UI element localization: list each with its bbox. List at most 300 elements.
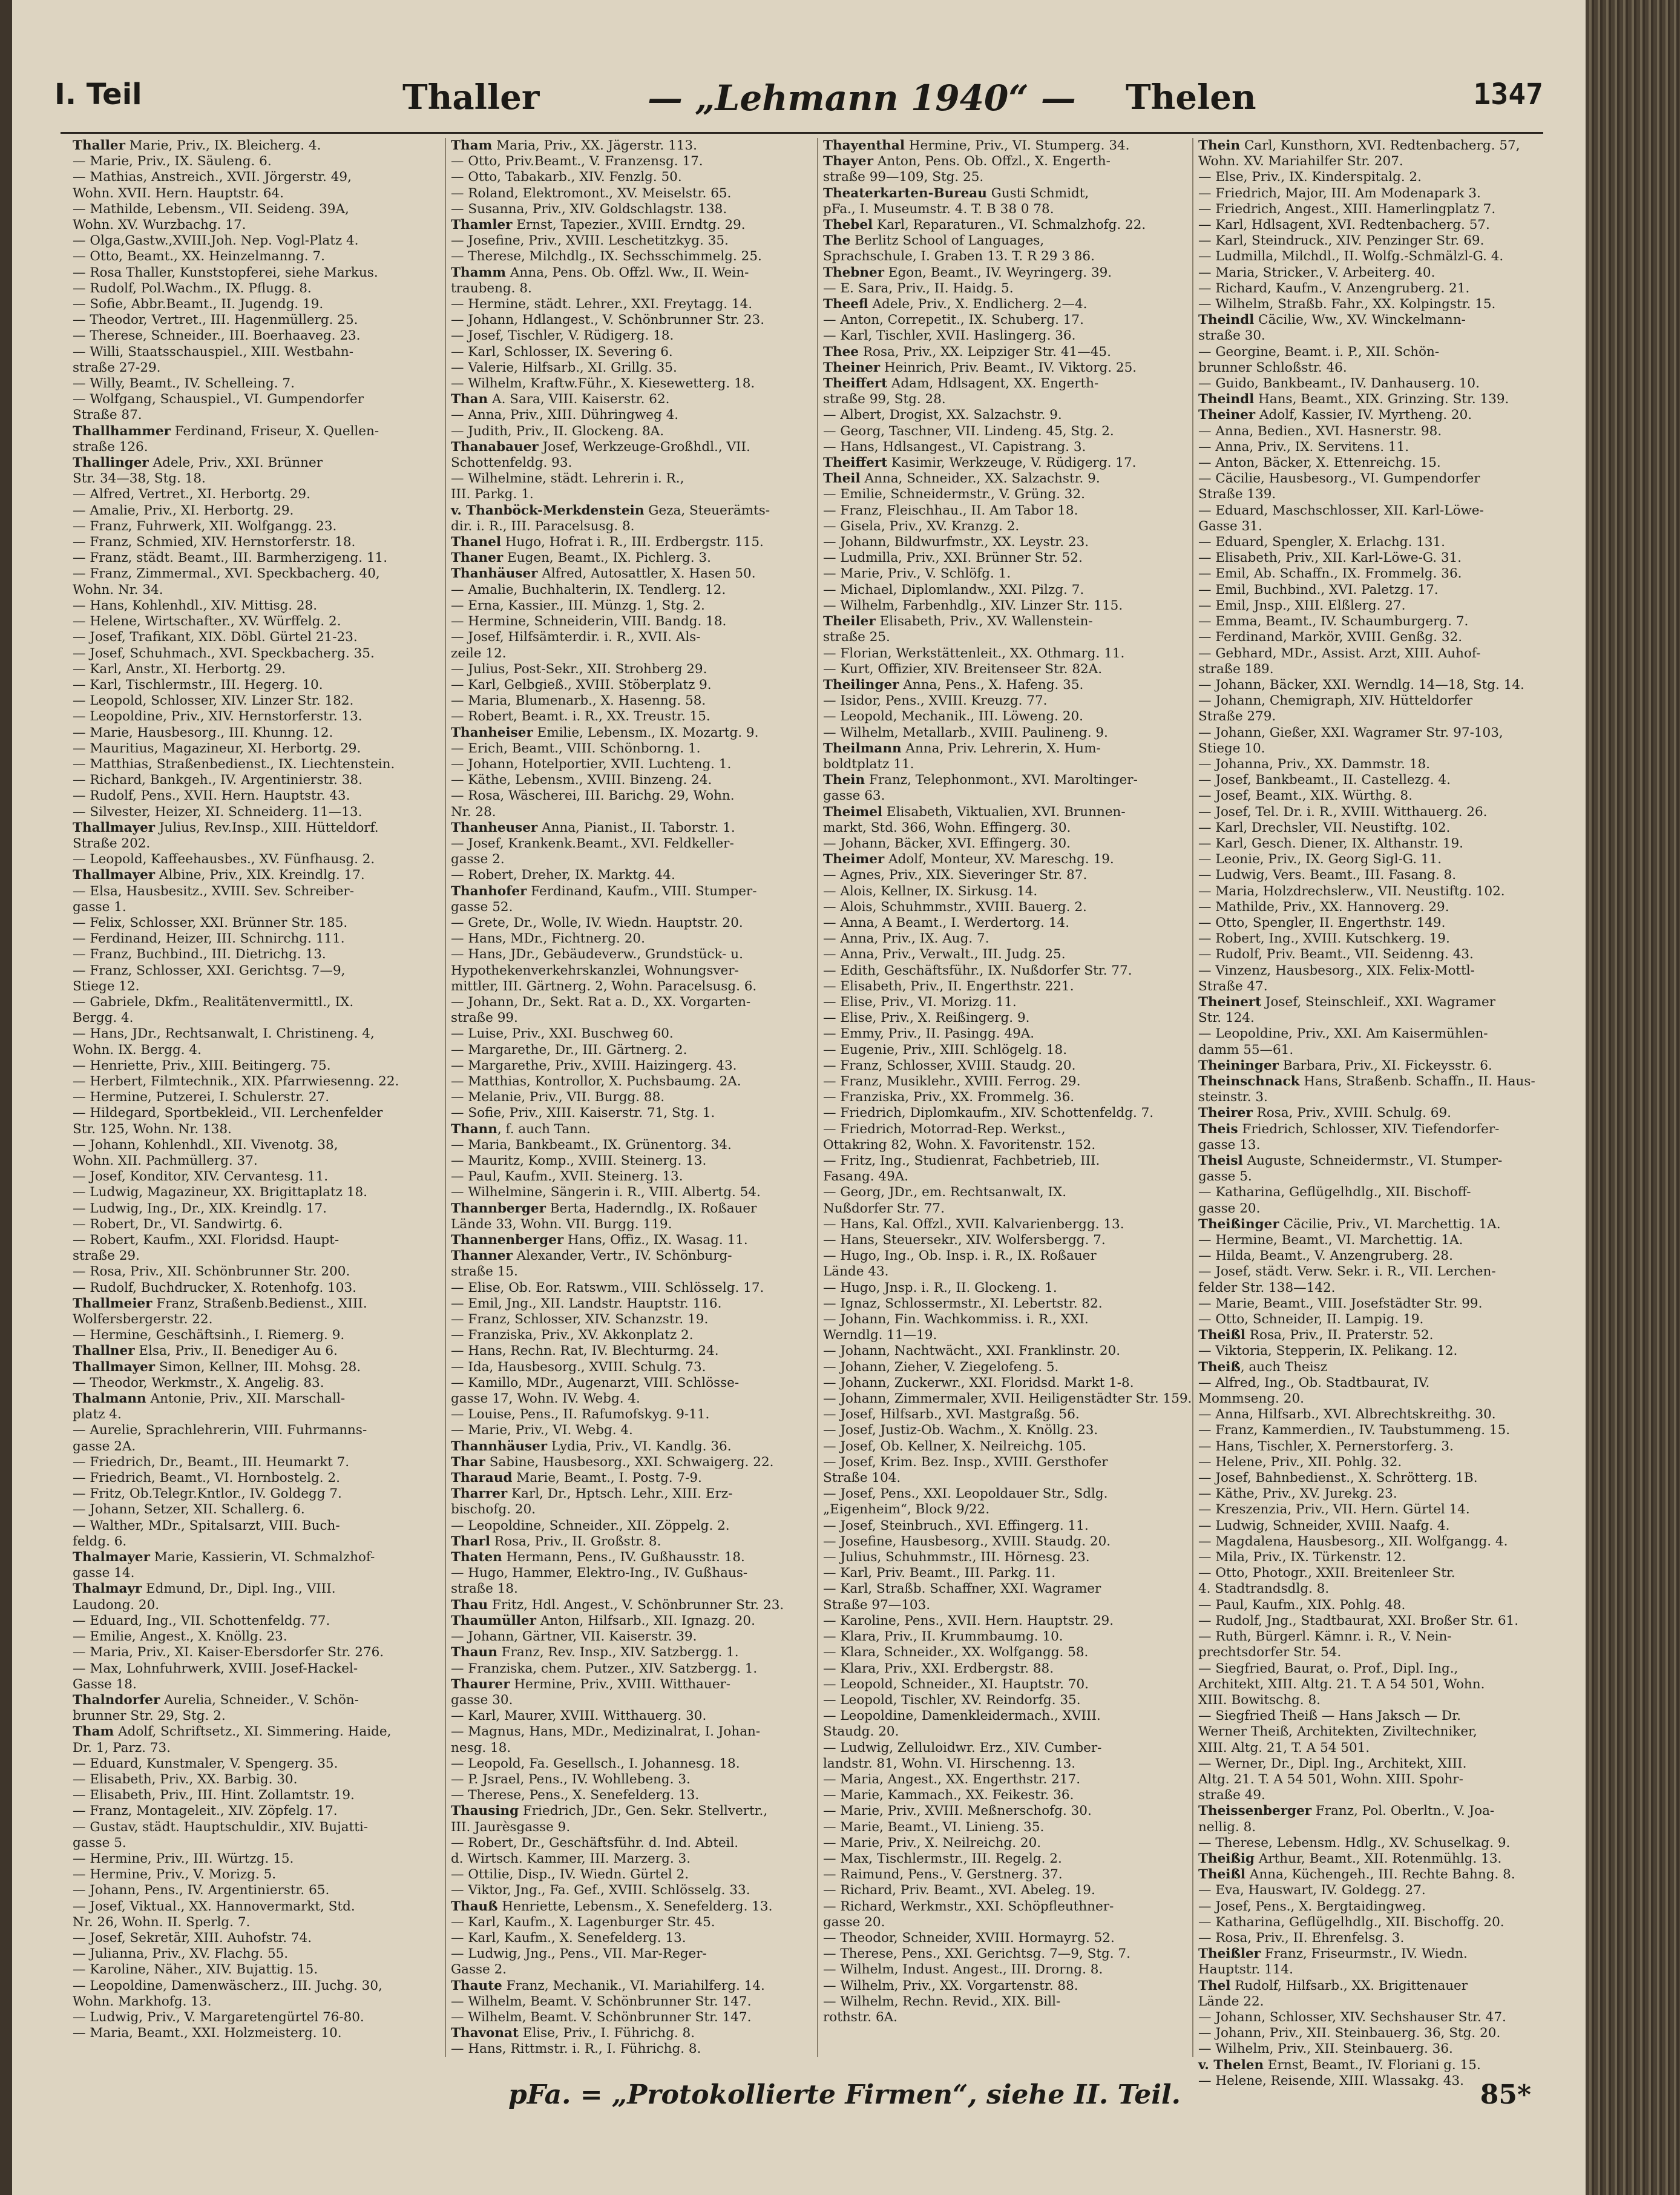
entry-column-4	[1198, 138, 1570, 2088]
directory-entry-line: — Josefine, Priv., XVIII. Leschetitzkyg. 35.	[451, 233, 729, 249]
directory-entry-line: — Leopold, Fa. Gesellsch., I. Johannesg. 18.	[451, 1756, 740, 1771]
directory-entry-line: Stiege 12.	[73, 978, 140, 994]
directory-entry-line: — Karl, Kaufm., X. Lagenburger Str. 45.	[451, 1914, 715, 1930]
directory-entry-line: — Therese, Pens., XXI. Gerichtsg. 7—9, Stg. 7.	[823, 1946, 1130, 1962]
directory-entry-line: Gasse 18.	[73, 1676, 137, 1692]
directory-entry-line: Theiler Elisabeth, Priv., XV. Wallenstein-	[823, 614, 1093, 630]
directory-entry-line: — Julianna, Priv., XV. Flachg. 55.	[73, 1946, 289, 1962]
directory-entry-line: Theiffert Kasimir, Werkzeuge, V. Rüdigerg. 17.	[823, 455, 1137, 471]
directory-entry-line: — Friedrich, Beamt., VI. Hornbostelg. 2.	[73, 1470, 340, 1486]
directory-entry-line: Theiner Adolf, Kassier, IV. Myrtheng. 20.	[1198, 407, 1472, 423]
directory-entry-line: straße 189.	[1198, 661, 1274, 677]
directory-entry-line: — Wolfgang, Schauspiel., VI. Gumpendorfer	[73, 392, 364, 407]
directory-entry-line: — Eduard, Spengler, X. Erlachg. 131.	[1198, 535, 1446, 550]
directory-entry-line: Thallinger Adele, Priv., XXI. Brünner	[73, 455, 323, 471]
directory-entry-line: — Ludwig, Jng., Pens., VII. Mar-Reger-	[451, 1946, 707, 1962]
directory-entry-line: — Rudolf, Buchdrucker, X. Rotenhofg. 103.	[73, 1280, 356, 1295]
directory-entry-line: — Mila, Priv., IX. Türkenstr. 12.	[1198, 1550, 1406, 1565]
directory-entry-line: straße 99, Stg. 28.	[823, 392, 946, 407]
directory-entry-line: — Melanie, Priv., VII. Burgg. 88.	[451, 1090, 665, 1105]
directory-entry-line: XIII. Bowitschg. 8.	[1198, 1692, 1321, 1708]
directory-entry-line: Thanheiser Emilie, Lebensm., IX. Mozartg. 9.	[451, 725, 759, 740]
directory-entry-line: — Johann, Zimmermaler, XVII. Heiligenstädter Str. 159.	[823, 1391, 1192, 1407]
directory-entry-line: — Karl, Straßb. Schaffner, XXI. Wagramer	[823, 1581, 1101, 1597]
directory-entry-line: gasse 30.	[451, 1692, 513, 1708]
directory-entry-line: — Rudolf, Pol.Wachm., IX. Pflugg. 8.	[73, 280, 312, 296]
directory-entry-line: Thanabauer Josef, Werkzeuge-Großhdl., VII.	[451, 439, 750, 455]
directory-entry-line: — Franz, Fuhrwerk, XII. Wolfgangg. 23.	[73, 518, 337, 534]
directory-entry-line: — Grete, Dr., Wolle, IV. Wiedn. Hauptstr. 20.	[451, 915, 743, 930]
directory-entry-line: — Hermine, Priv., V. Morizg. 5.	[73, 1867, 277, 1883]
directory-entry-line: — Else, Priv., IX. Kinderspitalg. 2.	[1198, 169, 1422, 185]
directory-entry-line: — Maria, Angest., XX. Engerthstr. 217.	[823, 1771, 1081, 1787]
directory-entry-line: v. Thelen Ernst, Beamt., IV. Floriani g. 15.	[1198, 2057, 1481, 2073]
directory-entry-line: — Josefine, Hausbesorg., XVIII. Staudg. 20.	[823, 1533, 1111, 1549]
directory-entry-line: — Käthe, Lebensm., XVIII. Binzeng. 24.	[451, 772, 712, 788]
directory-entry-line: — Therese, Lebensm. Hdlg., XV. Schuselkag. 9.	[1198, 1835, 1511, 1851]
directory-entry-line: — Elsa, Hausbesitz., XVIII. Sev. Schreiber-	[73, 883, 354, 899]
directory-entry-line: bischofg. 20.	[451, 1502, 536, 1518]
directory-entry-line: d. Wirtsch. Kammer, III. Marzerg. 3.	[451, 1851, 691, 1866]
directory-entry-line: — Judith, Priv., II. Glockeng. 8A.	[451, 423, 664, 439]
directory-entry-line: — Maria, Blumenarb., X. Hasenng. 58.	[451, 693, 706, 709]
directory-entry-line: Theirer Rosa, Priv., XVIII. Schulg. 69.	[1198, 1105, 1451, 1121]
directory-entry-line: — Michael, Diplomlandw., XXI. Pilzg. 7.	[823, 582, 1084, 597]
directory-entry-line: — Leopold, Tischler, XV. Reindorfg. 35.	[823, 1692, 1081, 1708]
directory-entry-line: Fasang. 49A.	[823, 1169, 909, 1185]
directory-entry-line: — Leonie, Priv., IX. Georg Sigl-G. 11.	[1198, 852, 1442, 867]
directory-entry-line: — Viktor, Jng., Fa. Gef., XVIII. Schlösselg. 33.	[451, 1883, 750, 1898]
directory-entry-line: Thannberger Berta, Haderndlg., IX. Roßauer	[451, 1200, 757, 1216]
directory-entry-line: — Leopold, Schlosser, XIV. Linzer Str. 182.	[73, 693, 354, 709]
directory-entry-line: Thannhäuser Lydia, Priv., VI. Kandlg. 36.	[451, 1438, 732, 1454]
directory-entry-line: — Wilhelmine, Sängerin i. R., VIII. Albertg. 54.	[451, 1185, 761, 1200]
directory-entry-line: — Kreszenzia, Priv., VII. Hern. Gürtel 14.	[1198, 1502, 1470, 1518]
directory-entry-line: — Maria, Priv., XI. Kaiser-Ebersdorfer Str. 276.	[73, 1645, 384, 1660]
directory-entry-line: Thallmayer Julius, Rev.Insp., XIII. Hütteldorf.	[73, 820, 379, 835]
directory-entry-line: — Hans, Kal. Offzl., XVII. Kalvarienbergg. 13.	[823, 1216, 1124, 1232]
directory-entry-line: — Otto, Tabakarb., XIV. Fenzlg. 50.	[451, 169, 682, 185]
directory-entry-line: — Rudolf, Jng., Stadtbaurat, XXI. Broßer Str. 61.	[1198, 1613, 1519, 1628]
directory-entry-line: — Alfred, Vertret., XI. Herbortg. 29.	[73, 487, 310, 502]
directory-entry-line: — Maria, Stricker., V. Arbeiterg. 40.	[1198, 265, 1436, 280]
directory-entry-line: Straße 104.	[823, 1470, 901, 1486]
directory-entry-line: Than A. Sara, VIII. Kaiserstr. 62.	[451, 392, 670, 407]
directory-entry-line: — Karoline, Näher., XIV. Bujattig. 15.	[73, 1962, 318, 1978]
directory-entry-line: — Josef, Bahnbedienst., X. Schrötterg. 1B.	[1198, 1470, 1478, 1486]
directory-entry-line: Ottakring 82, Wohn. X. Favoritenstr. 152.	[823, 1137, 1096, 1153]
directory-entry-line: — Rosa Thaller, Kunststopferei, siehe Markus.	[73, 265, 378, 280]
directory-entry-line: — Hans, JDr., Gebäudeverw., Grundstück- u.	[451, 947, 743, 963]
directory-entry-line: — Otto, Photogr., XXII. Breitenleer Str.	[1198, 1565, 1455, 1581]
directory-entry-line: — Susanna, Priv., XIV. Goldschlagstr. 138.	[451, 201, 727, 217]
directory-entry-line: Theindl Hans, Beamt., XIX. Grinzing. Str. 139.	[1198, 392, 1509, 407]
directory-title: — „Lehmann 1940“ —	[648, 77, 1076, 119]
directory-entry-line: Theiner Heinrich, Priv. Beamt., IV. Viktorg. 25.	[823, 360, 1137, 375]
directory-entry-line: — Elise, Priv., X. Reißingerg. 9.	[823, 1010, 1030, 1026]
directory-entry-line: The Berlitz School of Languages,	[823, 233, 1045, 249]
directory-entry-line: — Johann, Hdlangest., V. Schönbrunner Str. 23.	[451, 312, 765, 328]
column-divider	[445, 138, 446, 2057]
directory-entry-line: Wohn. XII. Pachmüllerg. 37.	[73, 1153, 258, 1168]
directory-entry-line: — Isidor, Pens., XVIII. Kreuzg. 77.	[823, 693, 1048, 709]
directory-entry-line: Thallmayer Simon, Kellner, III. Mohsg. 28.	[73, 1359, 361, 1375]
directory-entry-line: — Ferdinand, Heizer, III. Schnirchg. 111.	[73, 931, 345, 947]
directory-entry-line: — Margarethe, Priv., XVIII. Haizingerg. 43.	[451, 1058, 737, 1073]
directory-entry-line: Thauß Henriette, Lebensm., X. Senefelderg. 13.	[451, 1898, 773, 1914]
directory-entry-line: — Franz, Fleischhau., II. Am Tabor 18.	[823, 502, 1078, 518]
directory-entry-line: — Josef, Viktual., XX. Hannovermarkt, Std.	[73, 1898, 355, 1914]
directory-entry-line: Theininger Barbara, Priv., XI. Fickeysstr. 6.	[1198, 1058, 1492, 1073]
directory-entry-line: — Hans, JDr., Rechtsanwalt, I. Christineng. 4,	[73, 1026, 375, 1042]
directory-entry-line: Thann, f. auch Tann.	[451, 1121, 591, 1137]
directory-entry-line: — Karl, Priv. Beamt., III. Parkg. 11.	[823, 1565, 1056, 1581]
directory-entry-line: Theißl Anna, Küchengeh., III. Rechte Bahng. 8.	[1198, 1867, 1515, 1883]
directory-entry-line: — Leopoldine, Schneider., XII. Zöppelg. 2.	[451, 1518, 730, 1533]
directory-entry-line: Theaterkarten-Bureau Gusti Schmidt,	[823, 185, 1089, 201]
directory-entry-line: — Maria, Bankbeamt., IX. Grünentorg. 34.	[451, 1137, 732, 1153]
directory-entry-line: — Leopoldine, Priv., XXI. Am Kaisermühlen-	[1198, 1026, 1488, 1042]
directory-entry-line: Thein Franz, Telephonmont., XVI. Maroltinger-	[823, 772, 1138, 788]
directory-entry-line: — Friedrich, Angest., XIII. Hamerlingplatz 7.	[1198, 201, 1496, 217]
directory-entry-line: — Katharina, Geflügelhdlg., XII. Bischoff-	[1198, 1185, 1471, 1200]
directory-entry-line: — Anna, Bedien., XVI. Hasnerstr. 98.	[1198, 423, 1442, 439]
directory-entry-line: — Gisela, Priv., XV. Kranzg. 2.	[823, 518, 1020, 534]
directory-entry-line: — Katharina, Geflügelhdlg., XII. Bischoffg. 20.	[1198, 1914, 1504, 1930]
directory-entry-line: — Johann, Pens., IV. Argentinierstr. 65.	[73, 1883, 330, 1898]
directory-entry-line: — Hugo, Hammer, Elektro-Ing., IV. Gußhaus-	[451, 1565, 748, 1581]
directory-entry-line: — Magdalena, Hausbesorg., XII. Wolfgangg. 4.	[1198, 1533, 1508, 1549]
directory-entry-line: Thaumüller Anton, Hilfsarb., XII. Ignazg. 20.	[451, 1613, 755, 1628]
directory-entry-line: Werndlg. 11—19.	[823, 1328, 937, 1343]
directory-entry-line: — Robert, Dreher, IX. Marktg. 44.	[451, 867, 675, 883]
directory-entry-line: — Hans, Kohlenhdl., XIV. Mittisg. 28.	[73, 597, 318, 613]
directory-entry-line: — Ludwig, Vers. Beamt., III. Fasang. 8.	[1198, 867, 1457, 883]
directory-entry-line: — Johann, Bildwurfmstr., XX. Leystr. 23.	[823, 535, 1089, 550]
directory-entry-line: — Marie, Kammach., XX. Feikestr. 36.	[823, 1788, 1074, 1803]
directory-entry-line: — Marie, Priv., V. Schlöfg. 1.	[823, 566, 1011, 582]
directory-entry-line: — Siegfried Theiß — Hans Jaksch — Dr.	[1198, 1708, 1461, 1724]
directory-entry-line: Thaller Marie, Priv., IX. Bleicherg. 4.	[73, 138, 321, 153]
directory-entry-line: Thallmeier Franz, Straßenb.Bedienst., XIII.	[73, 1295, 367, 1311]
directory-entry-line: — Karl, Steindruck., XIV. Penzinger Str. 69.	[1198, 233, 1485, 249]
directory-entry-line: — Elisabeth, Priv., XII. Karl-Löwe-G. 31.	[1198, 550, 1462, 566]
directory-entry-line: Laudong. 20.	[73, 1597, 160, 1613]
directory-entry-line: — Julius, Schuhmmstr., III. Hörnesg. 23.	[823, 1550, 1090, 1565]
directory-entry-line: Tharrer Karl, Dr., Hptsch. Lehr., XIII. Erz-	[451, 1486, 733, 1502]
directory-entry-line: — Johann, Zuckerwr., XXI. Floridsd. Markt 1-8.	[823, 1375, 1134, 1390]
directory-entry-line: — Gebhard, MDr., Assist. Arzt, XIII. Auhof-	[1198, 645, 1481, 661]
directory-entry-line: — Johanna, Priv., XX. Dammstr. 18.	[1198, 756, 1431, 772]
directory-entry-line: — Hermine, städt. Lehrer., XXI. Freytagg. 14.	[451, 297, 753, 312]
directory-entry-line: — Karoline, Pens., XVII. Hern. Hauptstr. 29.	[823, 1613, 1114, 1628]
directory-entry-line: damm 55—61.	[1198, 1042, 1294, 1058]
directory-entry-line: — Vinzenz, Hausbesorg., XIX. Felix-Mottl-	[1198, 963, 1475, 978]
directory-entry-line: gasse 2.	[451, 852, 505, 867]
directory-entry-line: — Wilhelm, Beamt. V. Schönbrunner Str. 147.	[451, 2009, 752, 2025]
directory-entry-line: Theindl Cäcilie, Ww., XV. Winckelmann-	[1198, 312, 1466, 328]
directory-entry-line: gasse 1.	[73, 899, 126, 915]
directory-entry-line: — Sofie, Priv., XIII. Kaiserstr. 71, Stg. 1.	[451, 1105, 715, 1121]
first-entry-keyword: Thaller	[402, 77, 540, 117]
directory-entry-line: — Cäcilie, Hausbesorg., VI. Gumpendorfer	[1198, 471, 1480, 487]
directory-entry-line: — Johann, Chemigraph, XIV. Hütteldorfer	[1198, 693, 1473, 709]
directory-entry-line: — Karl, Gesch. Diener, IX. Althanstr. 19.	[1198, 835, 1463, 851]
directory-entry-line: gasse 14.	[73, 1565, 135, 1581]
directory-entry-line: Theil Anna, Schneider., XX. Salzachstr. 9.	[823, 471, 1100, 487]
directory-entry-line: — Georgine, Beamt. i. P., XII. Schön-	[1198, 344, 1440, 360]
directory-entry-line: — Johann, Kohlenhdl., XII. Vivenotg. 38,	[73, 1137, 338, 1153]
entry-column-2	[451, 138, 823, 2057]
directory-entry-line: — Max, Tischlermstr., III. Regelg. 2.	[823, 1851, 1062, 1866]
directory-entry-line: — Marie, Beamt., VIII. Josefstädter Str. 99.	[1198, 1295, 1483, 1311]
directory-entry-line: — Agnes, Priv., XIX. Sieveringer Str. 87.	[823, 867, 1088, 883]
directory-entry-line: — Johann, Gießer, XXI. Wagramer Str. 97-103,	[1198, 725, 1503, 740]
directory-entry-line: Straße 87.	[73, 407, 142, 423]
directory-entry-line: — Fritz, Ob.Telegr.Kntlor., IV. Goldegg 7.	[73, 1486, 342, 1502]
directory-entry-line: — Johann, Gärtner, VII. Kaiserstr. 39.	[451, 1629, 697, 1645]
directory-entry-line: — Franz, Montageleit., XIV. Zöpfelg. 17.	[73, 1803, 338, 1819]
directory-entry-line: — Hermine, Priv., III. Würtzg. 15.	[73, 1851, 294, 1866]
directory-entry-line: — Anna, Priv., Verwalt., III. Judg. 25.	[823, 947, 1066, 963]
directory-entry-line: — Friedrich, Dr., Beamt., III. Heumarkt 7.	[73, 1454, 350, 1470]
directory-entry-line: — Albert, Drogist, XX. Salzachstr. 9.	[823, 407, 1062, 423]
directory-entry-line: — Emil, Jnsp., XIII. Elßlerg. 27.	[1198, 597, 1406, 613]
directory-entry-line: — Ludmilla, Priv., XXI. Brünner Str. 52.	[823, 550, 1083, 566]
directory-entry-line: — Wilhelm, Indust. Angest., III. Drorng. 8.	[823, 1962, 1103, 1978]
directory-entry-line: — Therese, Schneider., III. Boerhaaveg. 23.	[73, 328, 361, 344]
directory-entry-line: III. Parkg. 1.	[451, 487, 534, 502]
directory-entry-line: — Hildegard, Sportbekleid., VII. Lerchenfelder	[73, 1105, 383, 1121]
directory-entry-line: — Eugenie, Priv., XIII. Schlögelg. 18.	[823, 1042, 1068, 1058]
directory-entry-line: — Josef, Schuhmach., XVI. Speckbacherg. 35.	[73, 645, 375, 661]
directory-entry-line: — Franz, städt. Beamt., III. Barmherzigeng. 11.	[73, 550, 388, 566]
directory-entry-line: 4. Stadtrandsdlg. 8.	[1198, 1581, 1330, 1597]
directory-entry-line: — Wilhelm, Straßb. Fahr., XX. Kolpingstr. 15.	[1198, 297, 1496, 312]
directory-entry-line: — Theodor, Werkmstr., X. Angelig. 83.	[73, 1375, 324, 1390]
directory-entry-line: Theilmann Anna, Priv. Lehrerin, X. Hum-	[823, 740, 1101, 756]
directory-entry-line: — Marie, Beamt., VI. Linieng. 35.	[823, 1819, 1045, 1835]
directory-entry-line: — Anton, Correpetit., IX. Schuberg. 17.	[823, 312, 1084, 328]
directory-entry-line: — E. Sara, Priv., II. Haidg. 5.	[823, 280, 1014, 296]
directory-entry-line: — Johann, Schlosser, XIV. Sechshauser Str. 47.	[1198, 2009, 1506, 2025]
directory-entry-line: Thallhammer Ferdinand, Friseur, X. Quellen-	[73, 423, 379, 439]
directory-entry-line: — Matthias, Kontrollor, X. Puchsbaumg. 2A.	[451, 1073, 741, 1089]
directory-entry-line: Thebel Karl, Reparaturen., VI. Schmalzhofg. 22.	[823, 217, 1146, 233]
directory-entry-line: Wohn. IX. Bergg. 4.	[73, 1042, 202, 1058]
directory-entry-line: Wohn. XV. Mariahilfer Str. 207.	[1198, 154, 1403, 169]
directory-entry-line: gasse 13.	[1198, 1137, 1261, 1153]
directory-entry-line: — Anna, Priv., IX. Servitens. 11.	[1198, 439, 1409, 455]
directory-entry-line: — Edith, Geschäftsführ., IX. Nußdorfer Str. 77.	[823, 963, 1132, 978]
directory-entry-line: Straße 139.	[1198, 487, 1276, 502]
directory-entry-line: — Theodor, Schneider, XVIII. Hormayrg. 52.	[823, 1930, 1115, 1946]
directory-entry-line: Wolfersbergerstr. 22.	[73, 1312, 213, 1328]
directory-entry-line: — Mathias, Anstreich., XVII. Jörgerstr. 49,	[73, 169, 352, 185]
directory-entry-line: Thar Sabine, Hausbesorg., XXI. Schwaigerg. 22.	[451, 1454, 774, 1470]
directory-entry-line: Straße 97—103.	[823, 1597, 931, 1613]
directory-entry-line: straße 30.	[1198, 328, 1265, 344]
directory-entry-line: Thau Fritz, Hdl. Angest., V. Schönbrunner Str. 23.	[451, 1597, 784, 1613]
directory-entry-line: — Johann, Zieher, V. Ziegelofeng. 5.	[823, 1359, 1059, 1375]
directory-entry-line: — Otto, Spengler, II. Engerthstr. 149.	[1198, 915, 1446, 930]
directory-entry-line: — Eduard, Kunstmaler, V. Spengerg. 35.	[73, 1756, 338, 1771]
directory-entry-line: Gasse 31.	[1198, 518, 1262, 534]
directory-entry-line: — Felix, Schlosser, XXI. Brünner Str. 185.	[73, 915, 348, 930]
directory-entry-line: — Josef, städt. Verw. Sekr. i. R., VII. Lerchen-	[1198, 1264, 1496, 1280]
directory-entry-line: — Friedrich, Diplomkaufm., XIV. Schottenfeldg. 7.	[823, 1105, 1154, 1121]
directory-entry-line: — Otto, Beamt., XX. Heinzelmanng. 7.	[73, 249, 325, 265]
directory-entry-line: brunner Str. 29, Stg. 2.	[73, 1708, 226, 1724]
directory-entry-line: — Karl, Gelbgieß., XVIII. Stöberplatz 9.	[451, 677, 712, 693]
directory-entry-line: — Olga,Gastw.,XVIII.Joh. Nep. Vogl-Platz 4.	[73, 233, 359, 249]
directory-entry-line: — Robert, Beamt. i. R., XX. Treustr. 15.	[451, 709, 710, 725]
directory-entry-line: — Mauritius, Magazineur, XI. Herbortg. 29.	[73, 740, 361, 756]
directory-entry-line: — Kamillo, MDr., Augenarzt, VIII. Schlösse-	[451, 1375, 740, 1390]
directory-entry-line: — Johann, Bäcker, XVI. Effingerg. 30.	[823, 835, 1071, 851]
directory-entry-line: Hauptstr. 114.	[1198, 1962, 1293, 1978]
directory-entry-line: — Roland, Elektromont., XV. Meiselstr. 65.	[451, 185, 732, 201]
directory-entry-line: landstr. 81, Wohn. VI. Hirschenng. 13.	[823, 1756, 1076, 1771]
directory-entry-line: — Emilie, Schneidermstr., V. Grüng. 32.	[823, 487, 1085, 502]
directory-entry-line: — Josef, Trafikant, XIX. Döbl. Gürtel 21-23.	[73, 630, 358, 645]
entry-column-1	[73, 138, 445, 2057]
directory-entry-line: Thanhäuser Alfred, Autosattler, X. Hasen 50.	[451, 566, 756, 582]
directory-entry-line: — Valerie, Hilfsarb., XI. Grillg. 35.	[451, 360, 677, 375]
directory-entry-line: — Emmy, Priv., II. Pasingg. 49A.	[823, 1026, 1035, 1042]
directory-entry-line: — Ferdinand, Markör, XVIII. Genßg. 32.	[1198, 630, 1463, 645]
directory-entry-line: Thamm Anna, Pens. Ob. Offzl. Ww., II. Wein-	[451, 265, 749, 280]
directory-entry-line: Tham Adolf, Schriftsetz., XI. Simmering. Haide,	[73, 1724, 392, 1740]
directory-entry-line: Theefl Adele, Priv., X. Endlicherg. 2—4.	[823, 297, 1088, 312]
directory-entry-line: — Josef, Krankenk.Beamt., XVI. Feldkeller-	[451, 835, 734, 851]
directory-entry-line: — Franziska, Priv., XX. Frommelg. 36.	[823, 1090, 1075, 1105]
directory-entry-line: — Rudolf, Priv. Beamt., VII. Seidenng. 43.	[1198, 947, 1474, 963]
directory-entry-line: — Erna, Kassier., III. Münzg. 1, Stg. 2.	[451, 597, 705, 613]
directory-entry-line: — Johann, Setzer, XII. Schallerg. 6.	[73, 1502, 305, 1518]
directory-entry-line: — Hugo, Jnsp. i. R., II. Glockeng. 1.	[823, 1280, 1057, 1295]
directory-entry-line: — Ignaz, Schlossermstr., XI. Lebertstr. 82.	[823, 1295, 1103, 1311]
directory-entry-line: — Elisabeth, Priv., XX. Barbig. 30.	[73, 1771, 298, 1787]
directory-entry-line: — Leopoldine, Damenwäscherz., III. Juchg. 30,	[73, 1978, 382, 1993]
directory-entry-line: — Werner, Dr., Dipl. Ing., Architekt, XIII.	[1198, 1756, 1467, 1771]
directory-entry-line: — Gabriele, Dkfm., Realitätenvermittl., IX.	[73, 994, 354, 1010]
directory-entry-line: — Anna, A Beamt., I. Werdertorg. 14.	[823, 915, 1070, 930]
directory-entry-line: Theilinger Anna, Pens., X. Hafeng. 35.	[823, 677, 1084, 693]
directory-entry-line: — Käthe, Priv., XV. Jurekg. 23.	[1198, 1486, 1397, 1502]
directory-page	[12, 0, 1586, 2195]
directory-entry-line: Thalmann Antonie, Priv., XII. Marschall-	[73, 1391, 346, 1407]
directory-entry-line: — Hilda, Beamt., V. Anzengruberg. 28.	[1198, 1248, 1453, 1264]
directory-entry-line: — Kurt, Offizier, XIV. Breitenseer Str. 82A.	[823, 661, 1103, 677]
directory-entry-line: Thanner Alexander, Vertr., IV. Schönburg-	[451, 1248, 732, 1264]
directory-entry-line: Werner Theiß, Architekten, Ziviltechniker,	[1198, 1724, 1477, 1740]
directory-entry-line: Tharaud Marie, Beamt., I. Postg. 7-9.	[451, 1470, 702, 1486]
directory-entry-line: — Hans, Hdlsangest., VI. Capistrang. 3.	[823, 439, 1086, 455]
directory-entry-line: gasse 20.	[1198, 1200, 1261, 1216]
directory-entry-line: — Franz, Zimmermal., XVI. Speckbacherg. 40,	[73, 566, 380, 582]
directory-entry-line: Lände 43.	[823, 1264, 889, 1280]
directory-entry-line: Thanheuser Anna, Pianist., II. Taborstr. 1.	[451, 820, 735, 835]
directory-entry-line: — Viktoria, Stepperin, IX. Pelikang. 12.	[1198, 1343, 1458, 1359]
directory-entry-line: Thannenberger Hans, Offiz., IX. Wasag. 11.	[451, 1232, 748, 1248]
directory-entry-line: — Johann, Bäcker, XXI. Werndlg. 14—18, Stg. 14.	[1198, 677, 1524, 693]
directory-entry-line: Lände 33, Wohn. VII. Burgg. 119.	[451, 1216, 672, 1232]
directory-entry-line: — Robert, Kaufm., XXI. Floridsd. Haupt-	[73, 1232, 340, 1248]
directory-entry-line: — Karl, Drechsler, VII. Neustiftg. 102.	[1198, 820, 1451, 835]
directory-entry-line: Thayenthal Hermine, Priv., VI. Stumperg. 34.	[823, 138, 1130, 153]
directory-entry-line: — Georg, Taschner, VII. Lindeng. 45, Stg. 2.	[823, 423, 1114, 439]
directory-entry-line: — Josef, Bankbeamt., II. Castellezg. 4.	[1198, 772, 1451, 788]
directory-entry-line: — Ludwig, Priv., V. Margaretengürtel 76-80.	[73, 2009, 364, 2025]
directory-entry-line: — Ludwig, Zelluloidwr. Erz., XIV. Cumber-	[823, 1740, 1102, 1756]
directory-entry-line: — Ludmilla, Milchdl., II. Wolfg.-Schmälzl-G. 4.	[1198, 249, 1504, 265]
directory-entry-line: — Karl, Maurer, XVIII. Witthauerg. 30.	[451, 1708, 707, 1724]
directory-entry-line: — Theodor, Vertret., III. Hagenmüllerg. 25.	[73, 312, 358, 328]
directory-entry-line: — Karl, Tischlermstr., III. Hegerg. 10.	[73, 677, 323, 693]
directory-entry-line: — Elise, Priv., VI. Morizg. 11.	[823, 994, 1017, 1010]
directory-entry-line: — Margarethe, Dr., III. Gärtnerg. 2.	[451, 1042, 687, 1058]
directory-entry-line: — Johann, Hotelportier, XVII. Luchteng. 1.	[451, 756, 732, 772]
directory-entry-line: XIII. Altg. 21, T. A 54 501.	[1198, 1740, 1370, 1756]
directory-entry-line: — Paul, Kaufm., XVII. Steinerg. 13.	[451, 1169, 683, 1185]
directory-entry-line: — Klara, Priv., XXI. Erdbergstr. 88.	[823, 1660, 1054, 1676]
directory-entry-line: — Marie, Priv., IX. Säuleng. 6.	[73, 154, 272, 169]
directory-entry-line: straße 27-29.	[73, 360, 161, 375]
directory-entry-line: Wohn. XVII. Hern. Hauptstr. 64.	[73, 185, 284, 201]
directory-entry-line: Wohn. Nr. 34.	[73, 582, 163, 597]
directory-entry-line: — Wilhelm, Farbenhdlg., XIV. Linzer Str. 115.	[823, 597, 1123, 613]
directory-entry-line: — Mathilde, Priv., XX. Hannoverg. 29.	[1198, 899, 1449, 915]
directory-entry-line: — Robert, Dr., Geschäftsführ. d. Ind. Abteil.	[451, 1835, 739, 1851]
directory-entry-line: — Eduard, Ing., VII. Schottenfeldg. 77.	[73, 1613, 330, 1628]
page-header	[54, 77, 1543, 132]
directory-entry-line: — Emil, Jng., XII. Landstr. Hauptstr. 116.	[451, 1295, 722, 1311]
directory-entry-line: straße 15.	[451, 1264, 518, 1280]
directory-entry-line: — Josef, Pens., XXI. Leopoldauer Str., Sdlg.	[823, 1486, 1108, 1502]
directory-entry-line: gasse 17, Wohn. IV. Webg. 4.	[451, 1391, 640, 1407]
directory-entry-line: nesg. 18.	[451, 1740, 511, 1756]
directory-entry-line: — Elisabeth, Priv., III. Hint. Zollamtstr. 19.	[73, 1788, 355, 1803]
directory-entry-line: mittler, III. Gärtnerg. 2, Wohn. Paracelsusg. 6.	[451, 978, 757, 994]
directory-entry-line: — Wilhelm, Metallarb., XVIII. Paulineng. 9.	[823, 725, 1108, 740]
directory-entry-line: Str. 125, Wohn. Nr. 138.	[73, 1121, 232, 1137]
directory-entry-line: — Anna, Hilfsarb., XVI. Albrechtskreithg. 30.	[1198, 1407, 1496, 1423]
directory-entry-line: Straße 279.	[1198, 709, 1276, 725]
directory-entry-line: — Leopoldine, Damenkleidermach., XVIII.	[823, 1708, 1101, 1724]
directory-entry-line: — Hugo, Ing., Ob. Insp. i. R., IX. Roßauer	[823, 1248, 1097, 1264]
directory-entry-line: gasse 20.	[823, 1914, 885, 1930]
directory-entry-line: — Raimund, Pens., V. Gerstnerg. 37.	[823, 1867, 1063, 1883]
directory-entry-line: — Erich, Beamt., VIII. Schönborng. 1.	[451, 740, 701, 756]
directory-entry-line: — Ludwig, Magazineur, XX. Brigittaplatz 18.	[73, 1185, 367, 1200]
directory-entry-line: Bergg. 4.	[73, 1010, 134, 1026]
directory-entry-line: — Rudolf, Pens., XVII. Hern. Hauptstr. 43.	[73, 788, 350, 804]
directory-entry-line: Straße 47.	[1198, 978, 1268, 994]
directory-entry-line: — Franziska, chem. Putzer., XIV. Satzbergg. 1.	[451, 1660, 758, 1676]
directory-entry-line: Thallmayer Albine, Priv., XIX. Kreindlg. 17.	[73, 867, 365, 883]
directory-entry-line: — Georg, JDr., em. Rechtsanwalt, IX.	[823, 1185, 1067, 1200]
directory-entry-line: straße 25.	[823, 630, 890, 645]
directory-entry-line: — Leopold, Schneider., XI. Hauptstr. 70.	[823, 1676, 1089, 1692]
directory-entry-line: Theissenberger Franz, Pol. Oberltn., V. Joa-	[1198, 1803, 1495, 1819]
directory-entry-line: — Hans, Tischler, X. Pernerstorferg. 3.	[1198, 1438, 1454, 1454]
directory-entry-line: — Willy, Beamt., IV. Schelleing. 7.	[73, 376, 295, 392]
directory-entry-line: straße 99.	[451, 1010, 518, 1026]
directory-entry-line: — Franz, Buchbind., III. Dietrichg. 13.	[73, 947, 326, 963]
directory-entry-line: — Karl, Kaufm., X. Senefelderg. 13.	[451, 1930, 686, 1946]
directory-entry-line: feldg. 6.	[73, 1533, 127, 1549]
